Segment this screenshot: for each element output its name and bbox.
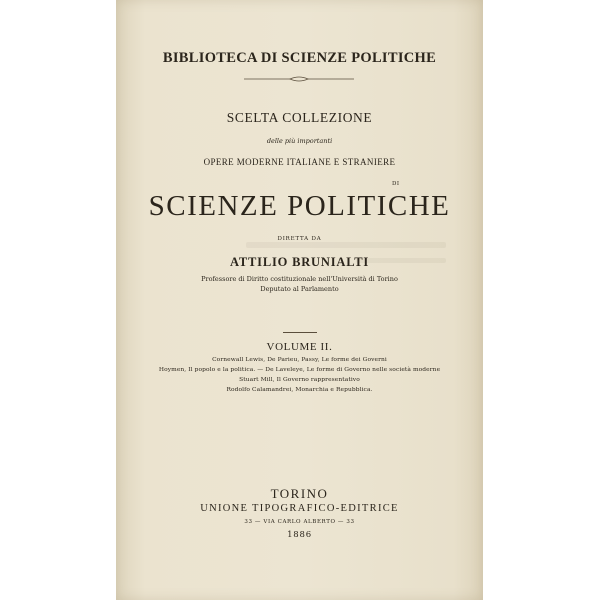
author-role: Deputato al Parlamento [260,285,339,293]
series-title: BIBLIOTECA DI SCIENZE POLITICHE [162,50,437,66]
collection-subline: delle più importanti [266,137,333,145]
di-word: DI [392,181,400,187]
bleed-through-mark [246,242,446,248]
imprint-publisher: UNIONE TIPOGRAFICO-EDITRICE [200,503,399,514]
author-title: Professore di Diritto costituzionale nell'Università di Torino [201,275,398,283]
imprint-year: 1886 [287,530,312,540]
opere-line: OPERE MODERNE ITALIANE E STRANIERE [203,157,396,167]
contents-line: Hoymen, Il popolo e la politica. — De Laveleye, Le forme di Governo nelle società moderne [158,367,441,373]
volume-label: VOLUME II. [266,341,333,353]
contents-line: Stuart Mill, Il Governo rappresentativo [239,377,360,383]
imprint-address: 33 — VIA CARLO ALBERTO — 33 [244,519,355,525]
title-page [116,0,483,600]
ornament-rule-icon [244,76,354,82]
divider-rule [283,332,317,333]
contents-line: Rodolfo Calamandrei, Monarchia e Repubblica. [226,387,373,393]
imprint-city: TORINO [270,486,329,501]
directed-by: DIRETTA DA [277,236,322,242]
author-name: ATTILIO BRUNIALTI [230,255,369,269]
contents-line: Cornewall Lewis, De Parieu, Passy, Le forme dei Governi [212,357,387,363]
main-title: SCIENZE POLITICHE [148,190,451,222]
collection-heading: SCELTA COLLEZIONE [226,110,373,125]
